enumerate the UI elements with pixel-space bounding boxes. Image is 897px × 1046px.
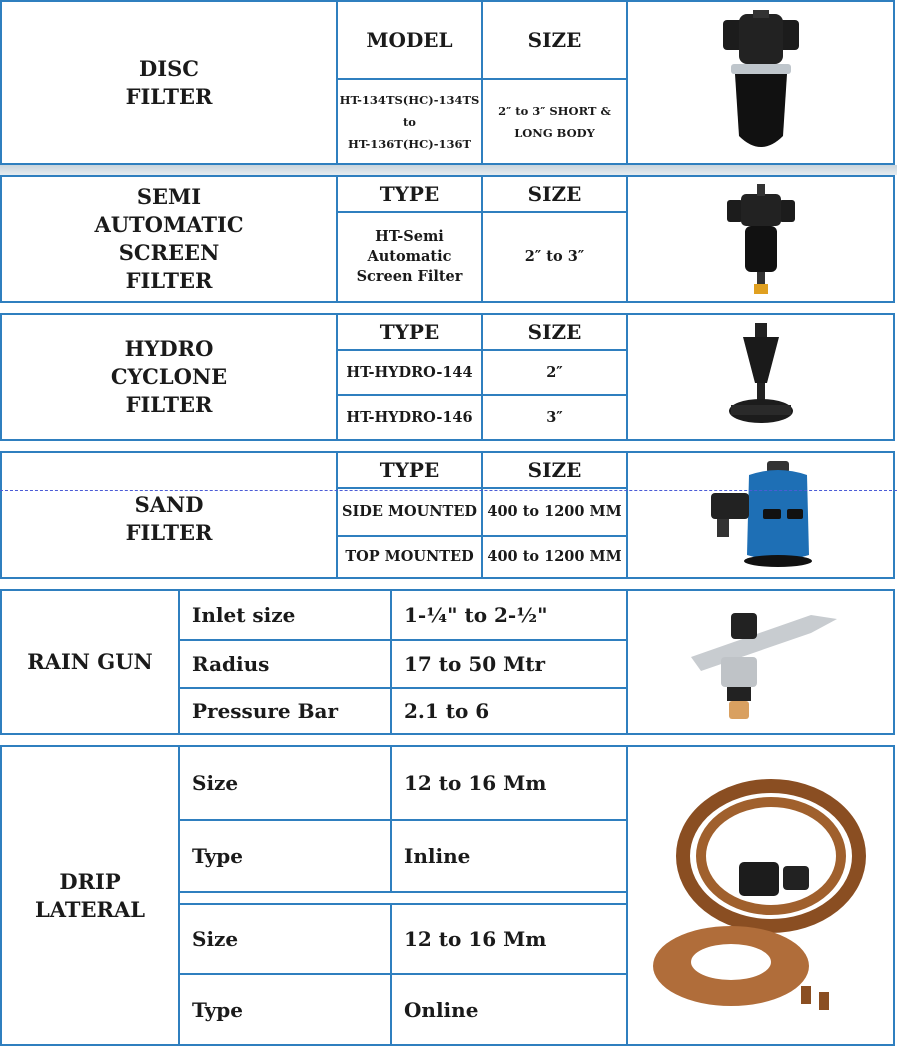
gun-label-1: Inlet size — [178, 591, 390, 639]
rain-gun-image — [626, 591, 893, 733]
sand-filter-block — [0, 451, 895, 579]
drip-value-1: 12 to 16 Mm — [390, 747, 626, 819]
hydro-type-2: HT-HYDRO-146 — [336, 394, 481, 439]
disc-model-value: HT-134TS(HC)-134TS to HT-136T(HC)-136T — [336, 78, 481, 163]
drip-label-1: Size — [178, 747, 390, 819]
sand-filter-name: SAND FILTER — [125, 492, 213, 545]
drip-value-4: Online — [390, 973, 626, 1044]
gun-label-3: Pressure Bar — [178, 687, 390, 733]
hydro-size-1: 2″ — [481, 349, 626, 394]
hydro-type-1: HT-HYDRO-144 — [336, 349, 481, 394]
semi-filter-name: SEMI AUTOMATIC SCREEN FILTER — [94, 184, 244, 293]
semi-type-value: HT-Semi Automatic Screen Filter — [336, 211, 481, 301]
disc-filter-block — [0, 0, 895, 165]
drip-label-3: Size — [178, 903, 390, 973]
rain-gun-block — [0, 589, 895, 735]
disc-filter-image — [626, 2, 893, 163]
gun-value-2: 17 to 50 Mtr — [390, 639, 626, 687]
sand-type-1: SIDE MOUNTED — [336, 487, 481, 535]
disc-header-model: MODEL — [336, 2, 481, 78]
drip-lateral-name: DRIP LATERAL — [34, 868, 146, 922]
hydro-filter-name: HYDRO CYCLONE FILTER — [110, 336, 228, 417]
semi-size-value: 2″ to 3″ — [481, 211, 626, 301]
sand-filter-image — [626, 453, 893, 577]
drip-label-4: Type — [178, 973, 390, 1044]
sand-header-type: TYPE — [336, 453, 481, 487]
hydro-filter-block — [0, 313, 895, 441]
drip-label-2: Type — [178, 819, 390, 891]
sand-size-1: 400 to 1200 MM — [481, 487, 626, 535]
disc-filter-name: DISC FILTER — [125, 55, 213, 109]
semi-header-type: TYPE — [336, 177, 481, 211]
sand-size-2: 400 to 1200 MM — [481, 535, 626, 577]
disc-size-value: 2″ to 3″ SHORT & LONG BODY — [481, 78, 626, 163]
sand-type-2: TOP MOUNTED — [336, 535, 481, 577]
disc-header-size: SIZE — [481, 2, 626, 78]
hydrocyclone-image — [626, 315, 893, 439]
semi-filter-block — [0, 175, 895, 303]
drip-row-divider — [178, 891, 626, 903]
drip-value-3: 12 to 16 Mm — [390, 903, 626, 973]
gun-label-2: Radius — [178, 639, 390, 687]
drip-lateral-block — [0, 745, 895, 1046]
rain-gun-name: RAIN GUN — [27, 649, 153, 674]
sand-header-size: SIZE — [481, 453, 626, 487]
screen-filter-image — [626, 177, 893, 301]
drip-value-2: Inline — [390, 819, 626, 891]
hydro-size-2: 3″ — [481, 394, 626, 439]
hydro-header-size: SIZE — [481, 315, 626, 349]
gun-value-3: 2.1 to 6 — [390, 687, 626, 733]
hydro-header-type: TYPE — [336, 315, 481, 349]
semi-header-size: SIZE — [481, 177, 626, 211]
drip-coil-image — [626, 747, 893, 1044]
gun-value-1: 1-¼" to 2-½" — [390, 591, 626, 639]
